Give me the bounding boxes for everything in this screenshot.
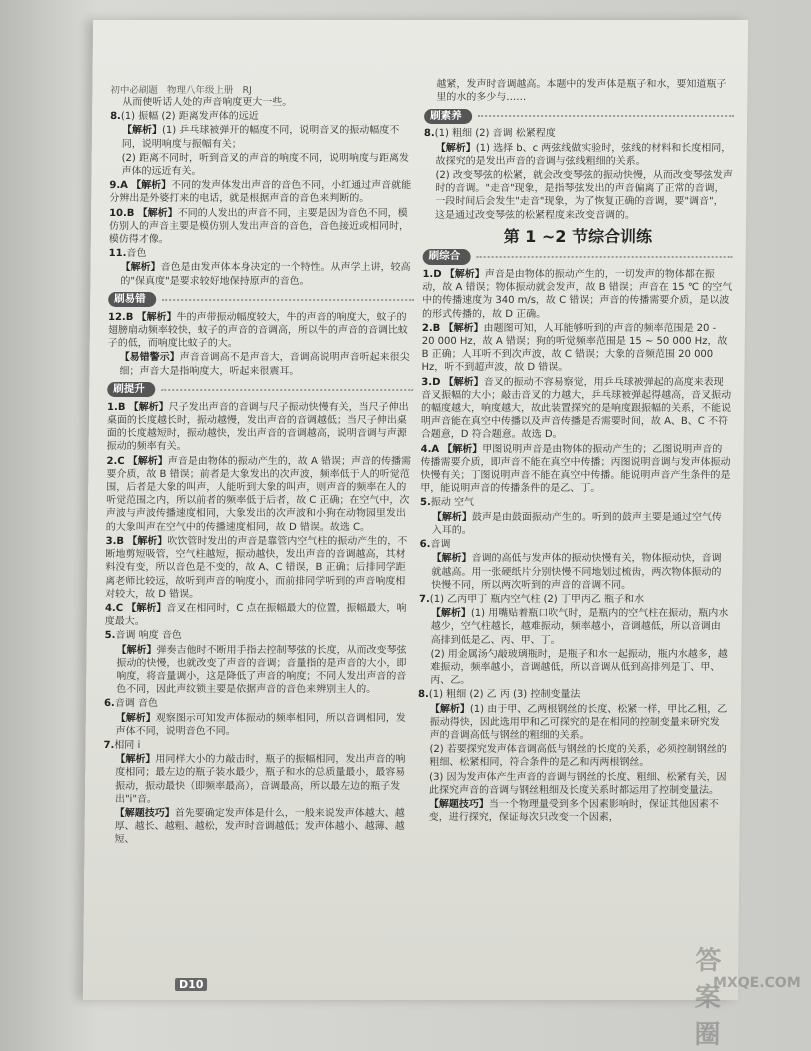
answer-item <box>418 648 728 688</box>
answer-item <box>424 78 734 104</box>
question-number: 11. <box>108 248 127 260</box>
answer-text: 音调 音色 <box>114 698 158 710</box>
analysis-tag: 【解析】 <box>131 180 172 192</box>
answer-text: (3) 因为发声体产生声音的音调与钢丝的长度、粗细、松紧有关，因此探究声音的音调与钢丝粗细及长度关系时都运用了控制变量法。 <box>429 771 727 796</box>
answer-text: (2) 用金属汤勺敲玻璃瓶时，是瓶子和水一起振动，瓶内水越多，越难振动，频率越小，音调越低，所以音调从低到高排列是丁、甲、丙、乙。 <box>430 648 728 687</box>
answer-text: 音调 响度 音色 <box>115 630 182 642</box>
answer-choice: A <box>120 180 128 192</box>
answer-item <box>108 311 414 351</box>
section-suyang <box>424 108 734 124</box>
answer-choice: A <box>431 443 440 455</box>
section-label: 刷易错 <box>108 292 156 307</box>
answer-item <box>104 644 411 697</box>
answer-text: 声音音调高不是声音大，音调高说明声音听起来很尖细；声音大是指响度大，听起来很震耳。 <box>119 352 410 377</box>
question-number: 6. <box>419 539 431 551</box>
answer-text: (2) 若要探究发声体音调高低与钢丝的长度的关系，必须控制钢丝的粗细、松紧相同，符合条件的是乙和丙两根钢丝。 <box>429 744 727 769</box>
answer-text: 相同 i <box>114 739 141 751</box>
analysis-tag: 【解析】 <box>127 535 168 547</box>
analysis-tag: 【解析】 <box>137 207 178 219</box>
analysis-tag: 【解析】 <box>435 142 476 154</box>
answer-item <box>102 807 408 847</box>
answer-item <box>109 152 415 178</box>
answer-item <box>424 127 734 140</box>
answer-text: (2) 距离不同时，听到音叉的声音的响度不同，说明响度与距离发声体的远近有关。 <box>121 152 410 178</box>
section-label: 刷综合 <box>423 249 471 264</box>
question-number: 3. <box>105 535 117 547</box>
answer-text: (1) 粗细 (2) 乙 丙 (3) 控制变量法 <box>428 689 581 701</box>
answer-choice: B <box>432 322 441 334</box>
page-number: D10 <box>175 978 208 991</box>
answer-text: 音叉的振动不容易察觉，用乒乓球被弹起的高度来表现音叉振幅的大小；敲击音叉的力越大，乒乓球被弹起得越高，音叉振动的幅度越大，响度越大，故此装置探究的是响度跟振幅的关系，不能说明声音能在真空中传播以及声音传播是否需要时间，故 A、B、C 不符合题意，D 符合题意。故选 D。 <box>420 376 732 441</box>
answer-item <box>419 593 729 606</box>
answer-choice: C <box>115 602 124 614</box>
answer-text: 声音是由物体的振动产生的，一切发声的物体都在振动，故 A 错误；物体振动就会发声，故 B 错误；声音在 15 ℃ 的空气中的传播速度为 340 m/s，故 C 错误；声音的传播需要介质，是以波的形式传播的，故 D 正确。 <box>421 269 733 320</box>
answer-item <box>419 552 729 592</box>
answer-choice: C <box>117 455 125 467</box>
left-column <box>102 96 416 848</box>
answer-text: (1) 振幅 (2) 距离发声体的远近 <box>120 111 259 123</box>
answer-text: 首先要确定发声体是什么，一般来说发声体越大、越厚、越长、越粗、越松，发声时音调越低；发声体越小、越薄、越短、 <box>114 807 405 846</box>
answer-text: (1) 由于甲、乙两根钢丝的长度、松紧一样，甲比乙粗，乙振动得快，因此选用甲和乙可探究的是在相同的控制变量来研究发声的音调高低与钢丝的粗细的关系。 <box>429 703 728 741</box>
section-tisheng <box>107 382 413 398</box>
analysis-tag: 【解析】 <box>431 511 472 523</box>
analysis-tag: 【解析】 <box>444 269 485 281</box>
question-number: 5. <box>420 497 431 509</box>
question-number: 7. <box>419 593 430 605</box>
subject-name: 物理八年级上册 <box>166 85 234 96</box>
edition-label: RJ <box>242 85 252 96</box>
answer-choice: D <box>433 269 442 281</box>
answer-item <box>108 261 414 287</box>
question-number: 6. <box>103 698 115 710</box>
right-column <box>417 78 735 825</box>
analysis-tag: 【解析】 <box>121 125 163 137</box>
question-number: 9. <box>109 180 121 192</box>
answer-text: (1) 选择 b、c 两弦线做实验时，弦线的材料和长度相同，故探究的是发出声音的音调与弦线粗细的关系。 <box>435 142 732 167</box>
answer-item <box>106 455 413 534</box>
page <box>83 20 801 1050</box>
answer-text: 由题图可知，人耳能够听到的声音的频率范围是 20 - 20 000 Hz，故 A 错误；狗的听觉频率范围是 15 ~ 50 000 Hz，故 B 正确；人耳听不到次声波，故 C 错误；大象的音频范围 20 000 Hz，听不到超声波，故 D 错误。 <box>421 322 728 374</box>
answer-text: 音色 <box>126 248 147 260</box>
page-header <box>110 82 258 96</box>
answer-item <box>110 124 416 150</box>
section-title: 第 1 ~2 节综合训练 <box>503 226 653 246</box>
answer-choice: B <box>116 535 125 547</box>
answer-text: 弹奏吉他时不断用手指去控制琴弦的长度，从而改变琴弦振动的快慢，也就改变了声音的音调；音量指的是声音的大小，即响度，将音量调小，这是降低了声音的响度；不同人发出声音的音色不同，因此声纹锁主要是依据声音的音色来辨别主人的。 <box>116 644 407 696</box>
answer-text: 音调 <box>430 539 451 551</box>
analysis-tag: 【解析】 <box>431 553 472 565</box>
answer-item <box>105 629 411 642</box>
answer-text: 用同样大小的力敲击时，瓶子的振幅相同，发出声音的响度相同；最左边的瓶子装水最少，瓶子和水的总质量最小，最容易振动，振动最快（即频率最高），音调最高，所以最左边的瓶子发出"i"音。 <box>114 754 406 805</box>
answer-item <box>420 538 730 551</box>
section-label: 刷素养 <box>424 109 472 124</box>
answer-item <box>418 688 728 701</box>
answer-item <box>103 753 410 806</box>
question-number: 2. <box>421 322 433 334</box>
answer-text: 振动 空气 <box>430 497 475 509</box>
book-name: 初中必刷题 <box>110 85 158 96</box>
question-number: 3. <box>421 376 433 388</box>
analysis-tag: 【解析】 <box>443 376 484 388</box>
analysis-tag: 【解析】 <box>443 322 484 334</box>
answer-text: (1) 乒乓球被弹开的幅度不同，说明音叉的振动幅度不同，说明响度与振幅有关； <box>121 125 400 150</box>
answer-text: 当一个物理量受到多个因素影响时，保证其他因素不变，进行探究，保证每次只改变一个因素， <box>428 798 719 824</box>
analysis-tag: 【解析】 <box>115 754 156 766</box>
answer-text: 越紧，发声时音调越高。本题中的发声体是瓶子和水，要知道瓶子里的水的多少与…… <box>436 79 727 104</box>
question-number: 4. <box>104 602 116 614</box>
answer-item <box>417 798 727 824</box>
answer-item <box>105 535 412 601</box>
answer-item <box>419 607 729 647</box>
answer-item <box>420 496 730 509</box>
answer-choice: B <box>117 401 126 413</box>
answer-item <box>105 602 411 628</box>
answer-item <box>103 739 409 752</box>
answer-choice: D <box>432 376 441 388</box>
analysis-tag: 【易错警示】 <box>119 352 180 364</box>
watermark-logo: 答案圈 <box>694 946 724 1050</box>
answer-item <box>109 179 415 205</box>
analysis-tag: 【解析】 <box>127 455 168 467</box>
answer-text: 鼓声是由鼓面振动产生的。听到的鼓声主要是通过空气传入耳的。 <box>431 511 722 536</box>
analysis-tag: 【解析】 <box>128 401 169 413</box>
watermark-url: MXQE.COM <box>712 975 801 991</box>
answer-item <box>421 322 732 375</box>
answer-item <box>107 351 413 377</box>
answer-item <box>420 443 731 496</box>
answer-item <box>110 110 416 123</box>
question-number: 1. <box>107 401 118 413</box>
question-number: 12. <box>107 311 126 323</box>
answer-text: 甲图说明声音是由物体的振动产生的；乙图说明声音的传播需要介质，即声音不能在真空中传播；丙图说明音调与发声体振动快慢有关；丁图说明声音不能在真空中传播。能说明声音产生条件的是甲，能说明声音的传播条件的是乙、丁。 <box>420 443 731 495</box>
answer-item <box>417 743 727 769</box>
answer-item <box>422 268 733 321</box>
question-number: 8. <box>110 111 121 123</box>
answer-text: 从而使听话人处的声音响度更大一些。 <box>122 97 293 108</box>
answer-item <box>417 771 727 797</box>
question-number: 5. <box>104 630 116 642</box>
question-number: 4. <box>420 443 432 455</box>
answer-text: 吹饮管时发出的声音是靠管内空气柱的振动产生的，不断地剪短吸管，空气柱越短，振动越快，发出声音的音调越高，其材料没有变，所以音色是不变的，故 A、C 错误，B 正确；后排同学距离老师比较远，故听到声音的响度小，而前排同学听到的声音响度相对较大，故 D 错误。 <box>105 535 408 600</box>
answer-text: 音调的高低与发声体的振动快慢有关，物体振动快，音调就越高。用一张硬纸片分别快慢不同地划过梳齿，两次物体振动的快慢不同，所以两次听到的声音的音调不同。 <box>431 553 722 591</box>
analysis-tag: 【解析】 <box>429 703 470 715</box>
answer-item <box>423 169 734 222</box>
answer-item <box>421 376 732 442</box>
analysis-tag: 【解析】 <box>116 644 157 656</box>
answer-item <box>107 401 414 454</box>
analysis-tag: 【解题技巧】 <box>114 807 175 819</box>
answer-item <box>424 142 734 168</box>
answer-text: 不同的发声体发出声音的音色不同，小红通过声音就能分辨出是外婆打来的电话，就是根据声音的音色来判断的。 <box>109 180 412 205</box>
question-number: 1. <box>422 269 434 281</box>
answer-text: 尺子发出声音的音调与尺子振动快慢有关，当尺子伸出桌面的长度越长时，振动越慢，发出声音的音调越低；当尺子伸出桌面的长度越短时，振动越快，发出声音的音调越高，说明音调与声源振动的频率有关。 <box>106 401 409 453</box>
analysis-tag: 【解析】 <box>120 262 161 274</box>
analysis-tag: 【解析】 <box>430 608 471 620</box>
answer-choice: B <box>126 207 135 219</box>
answer-text: 不同的人发出的声音不同，主要是因为音色不同，模仿别人的声音主要是模仿别人发出声音的音色，音色接近或相同时，模仿得才像。 <box>108 207 410 246</box>
analysis-tag: 【解析】 <box>126 602 167 614</box>
answer-text: 牛的声带振动幅度较大，牛的声音的响度大，蚊子的翅膀扇动频率较快，蚊子的声音的音调高，所以牛的声音的音调比蚊子的低，而响度比蚊子的大。 <box>107 311 408 350</box>
analysis-tag: 【解析】 <box>442 443 483 455</box>
analysis-tag: 【解题技巧】 <box>428 798 489 810</box>
answer-text: (1) 粗细 (2) 音调 松紧程度 <box>434 128 556 140</box>
answer-choice: B <box>125 311 134 323</box>
analysis-tag: 【解析】 <box>115 712 156 724</box>
answer-text: 声音是由物体的振动产生的，故 A 错误；声音的传播需要介质，故 B 错误；前者是大象发出的次声波，频率低于人的听觉范围，后者是大象的叫声，人能听到大象的叫声，则声音的频率在人的听觉范围之内，所以前者的频率低于后者，故 C 正确；在空气中，次声波与声波传播速度相同，大象发出的次声波和小狗在动物园里发出的大象叫声在空气中的传播速度相同，故 D 错误。故选 C。 <box>105 455 412 533</box>
answer-text: (1) 乙丙甲丁 瓶内空气柱 (2) 丁甲丙乙 瓶子和水 <box>429 593 645 605</box>
section-label: 刷提升 <box>107 382 155 397</box>
question-number: 10. <box>109 207 127 219</box>
answer-text: 音色是由发声体本身决定的一个特性。从声学上讲，较高的"保真度"是要求较好地保持原声的音色。 <box>120 262 411 287</box>
section-zonghe <box>423 249 733 265</box>
answer-item <box>104 712 410 738</box>
question-number: 7. <box>103 739 115 751</box>
question-number: 8. <box>423 128 435 140</box>
answer-item <box>104 697 410 710</box>
answer-text: (1) 用嘴贴着瓶口吹气时，是瓶内的空气柱在振动，瓶内水越少，空气柱越长，越难振动，频率越小，音调越低，所以音调由高排到低是乙、丙、甲、丁。 <box>430 608 729 646</box>
analysis-tag: 【解析】 <box>136 311 177 323</box>
question-number: 2. <box>106 455 118 467</box>
question-number: 8. <box>418 689 429 701</box>
answer-item <box>109 207 415 247</box>
answer-item <box>110 96 416 109</box>
answer-item <box>109 247 415 260</box>
answer-text: 观察图示可知发声体振动的频率相同，所以音调相同，发声体不同，说明音色不同。 <box>115 712 406 737</box>
answer-item <box>418 703 728 743</box>
answer-text: (2) 改变琴弦的松紧，就会改变琴弦的振动快慢，从而改变琴弦发声时的音调。"走音"现象，是指琴弦发出的声音偏离了正常的音调，一段时间后会发生"走音"现象，为了恢复正确的音调，要"调音"，这是通过改变琴弦的松紧程度来改变音调的。 <box>435 170 733 221</box>
answer-text: 音叉在相同时，C 点在振幅最大的位置，振幅最大，响度最大。 <box>104 602 407 628</box>
answer-item <box>420 511 730 537</box>
section-yicuo <box>108 292 414 308</box>
